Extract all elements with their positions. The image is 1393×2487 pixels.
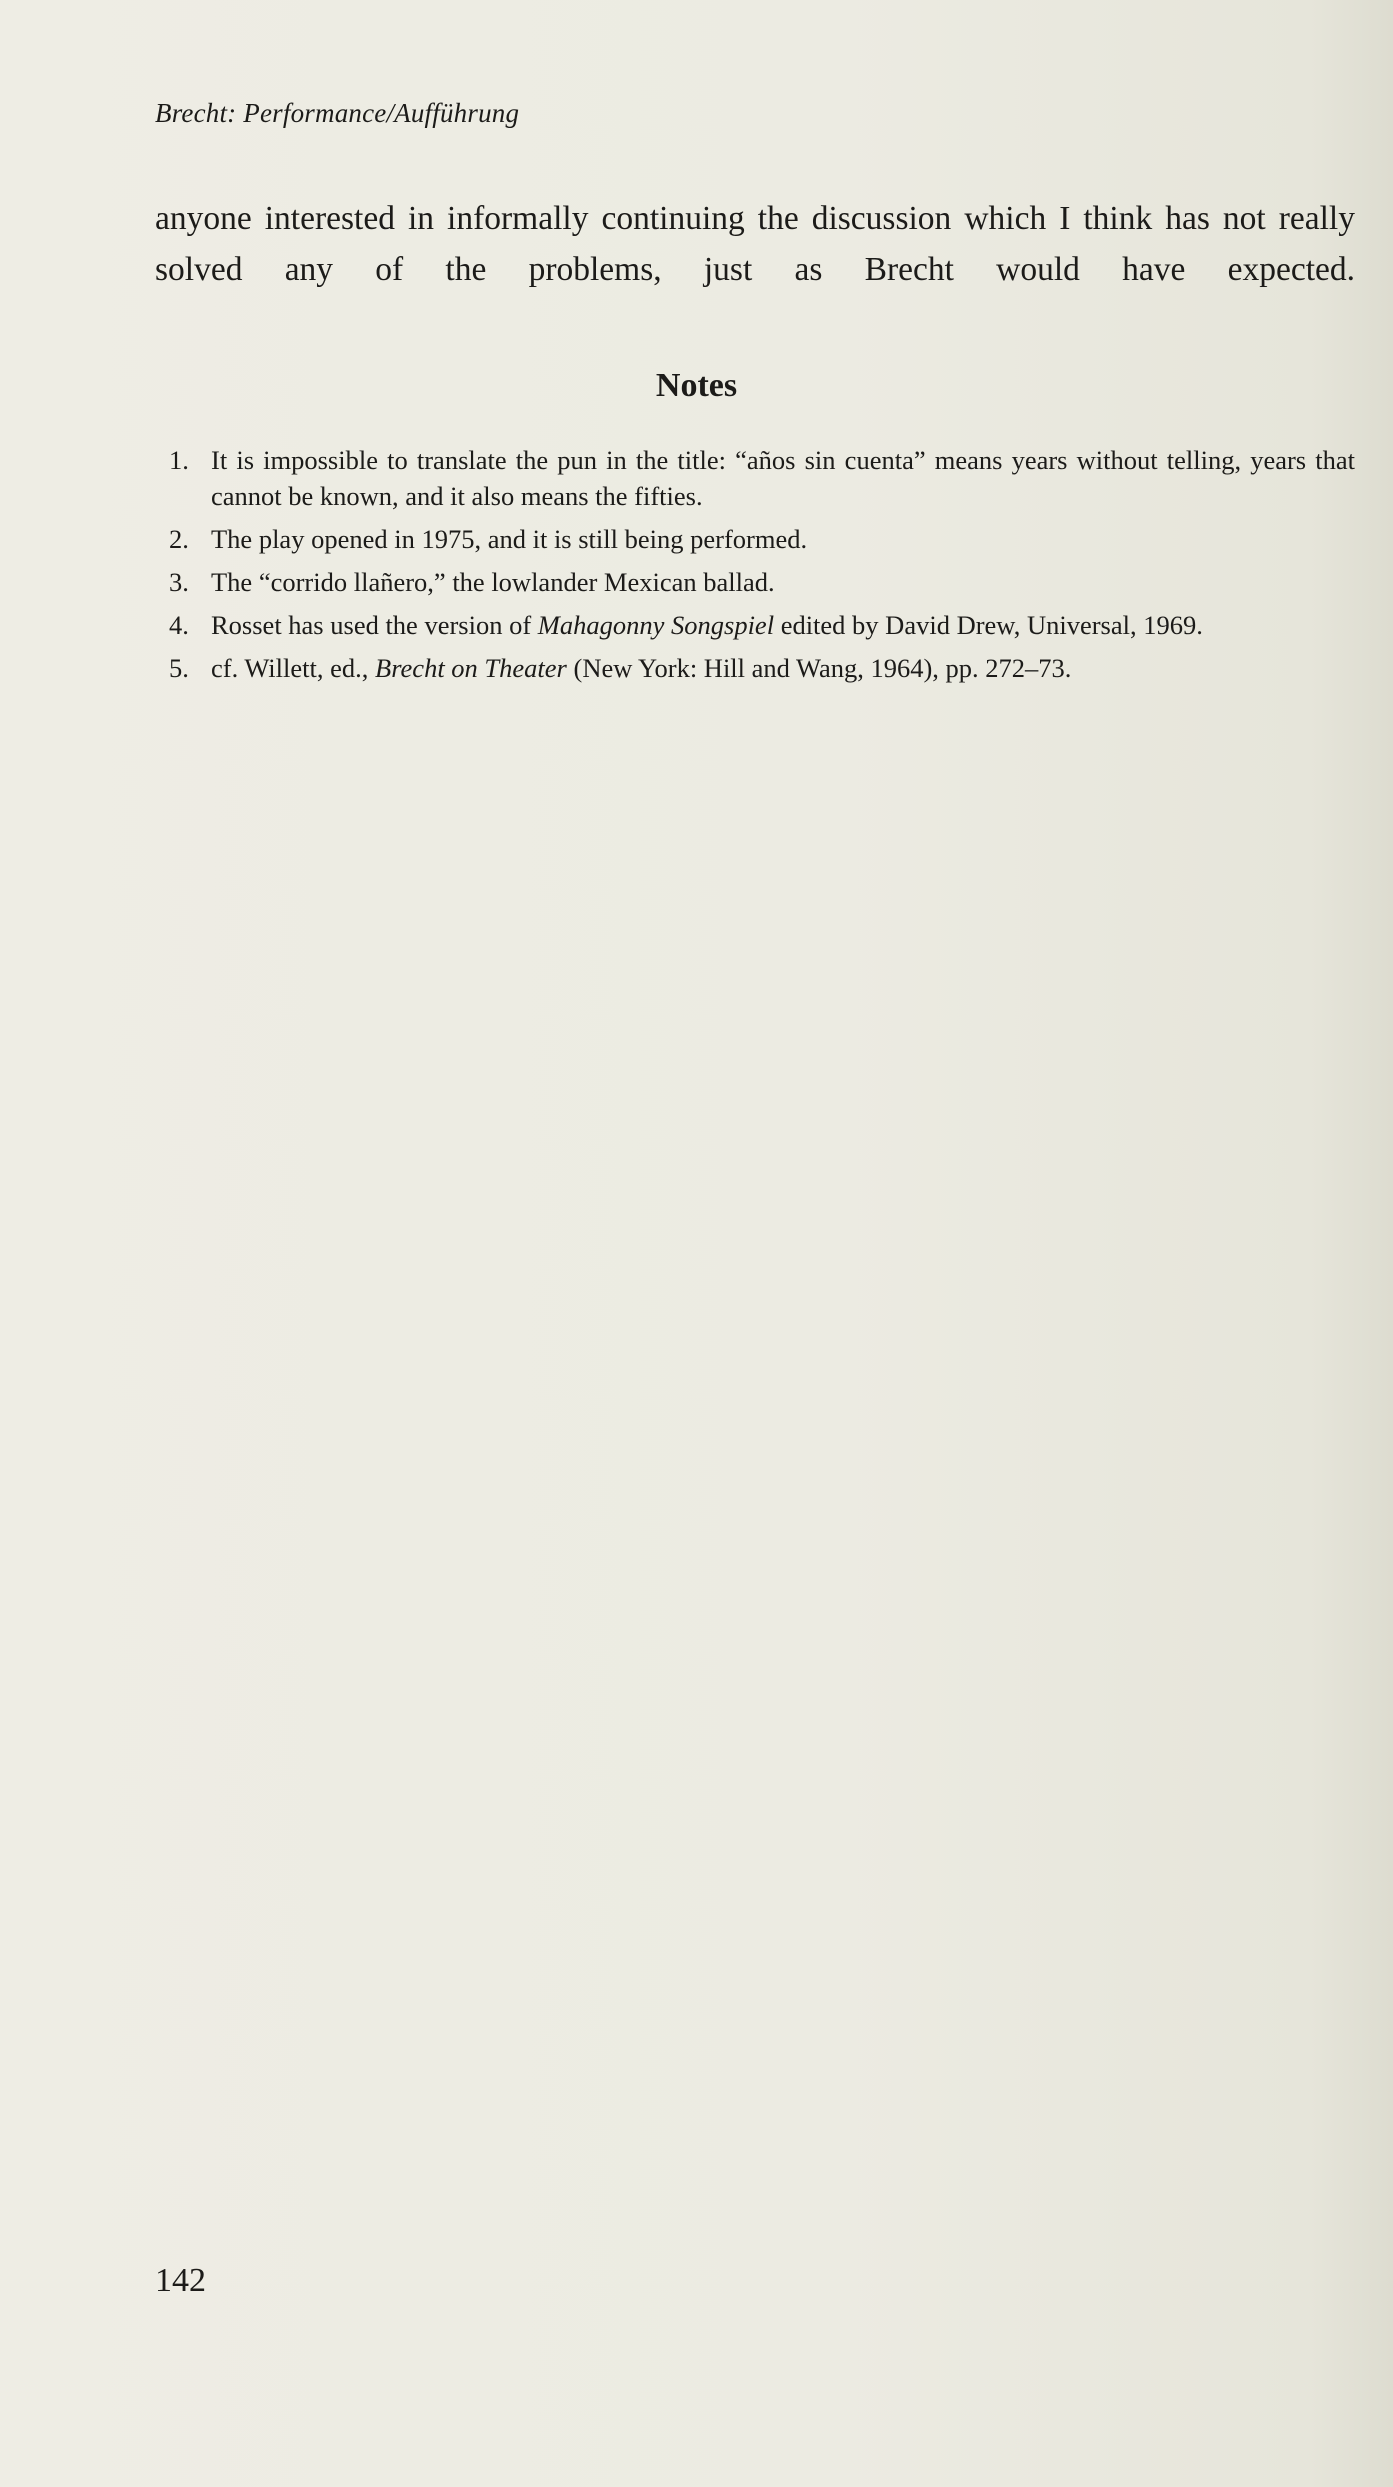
note-number: 5.: [169, 653, 189, 683]
note-number: 4.: [169, 610, 189, 640]
notes-heading: Notes: [655, 367, 738, 404]
work-title: Brecht on Theater: [375, 653, 567, 683]
note-text: [211, 607, 1355, 643]
note-1: [155, 442, 1355, 514]
notes-list: [155, 442, 1355, 693]
note-text: [211, 650, 1355, 686]
body-paragraph-text: anyone interested in informally continuing the discussion which I think has not really solved any of the problems, just as Brecht would have expected.: [155, 200, 1355, 288]
note-2: [155, 521, 1355, 557]
running-header: Brecht: Performance/Aufführung: [155, 98, 520, 128]
note-4: [155, 607, 1355, 643]
note-3: [155, 564, 1355, 600]
page-number: 142: [155, 2262, 206, 2299]
note-number: 3.: [169, 567, 189, 597]
note-text: The play opened in 1975, and it is still being performed.: [211, 524, 808, 554]
body-paragraph: [155, 193, 1355, 295]
note-text: The “corrido llañero,” the lowlander Mexican ballad.: [211, 567, 775, 597]
note-number: 2.: [169, 524, 189, 554]
note-text-part: edited by David Drew, Universal, 1969.: [774, 610, 1203, 640]
note-number: 1.: [169, 445, 189, 475]
note-text: It is impossible to translate the pun in the title: “años sin cuenta” means years without telling, years that cannot be known, and it also means the fifties.: [211, 445, 1355, 511]
note-text-part: (New York: Hill and Wang, 1964), pp. 272–73.: [566, 653, 1072, 683]
work-title: Mahagonny Songspiel: [537, 610, 775, 640]
note-5: [155, 650, 1355, 686]
note-text-part: cf. Willett, ed.,: [211, 653, 376, 683]
note-text-part: Rosset has used the version of: [211, 610, 538, 640]
